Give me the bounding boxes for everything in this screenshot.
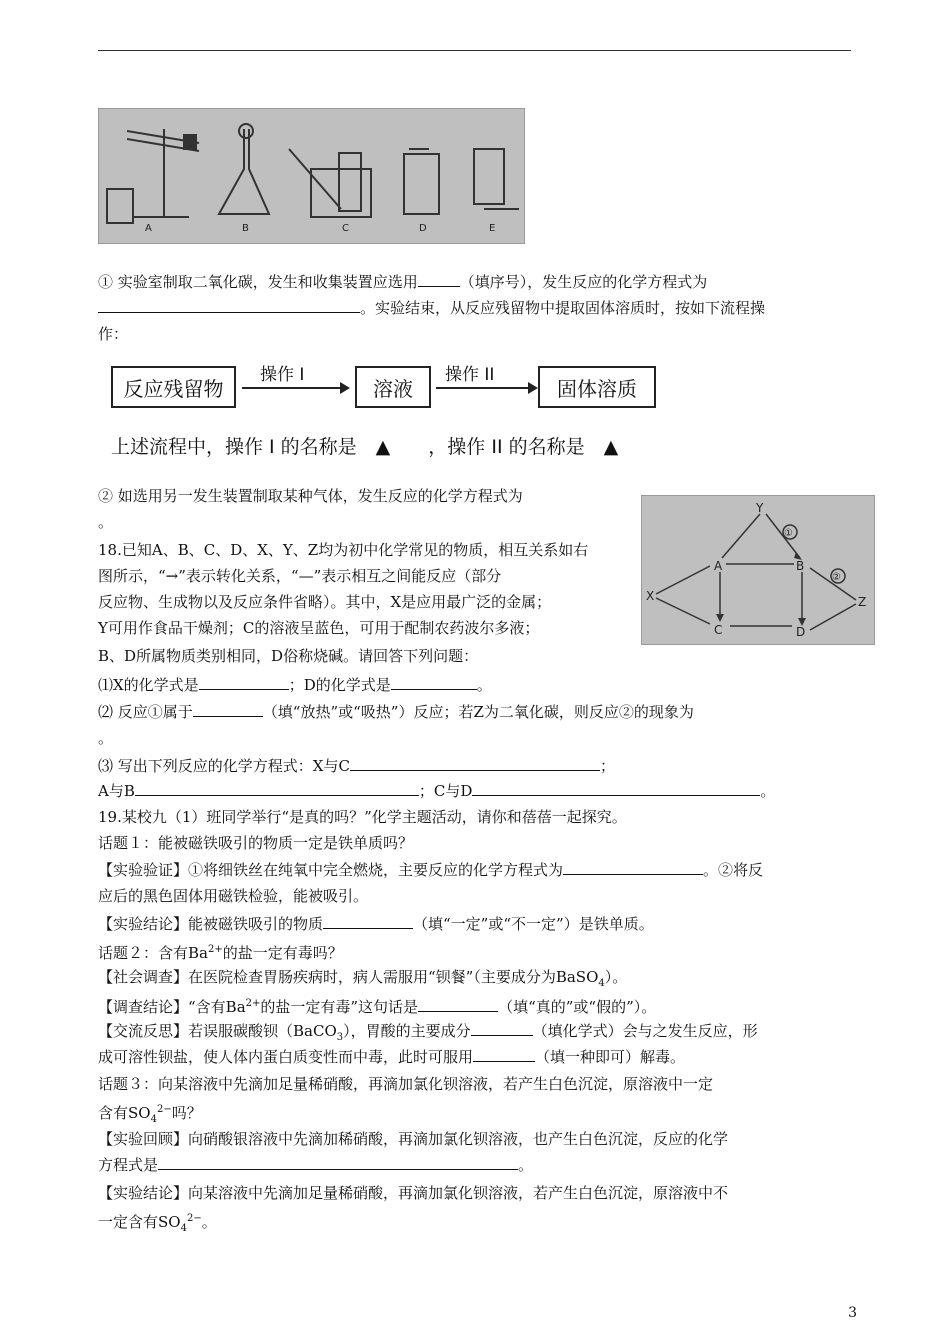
apparatus-figure [98, 108, 525, 244]
q19-reflection [98, 1021, 858, 1048]
q19-reflection-2 [98, 1047, 858, 1067]
flow-box-residue: 反应残留物 [111, 366, 236, 408]
q19-text: 2− [156, 1104, 172, 1115]
q19-text: （填化学式）会与之发生反应，形 [532, 1022, 758, 1040]
q19-text: 2+ [207, 944, 223, 955]
q19-text: 【交流反思】若误服碳酸钡（BaCO [98, 1022, 337, 1040]
q19-text: 【实验验证】①将细铁丝在纯氧中完全燃烧，主要反应的化学方程式为 [98, 861, 564, 879]
q19-verify-2: 应后的黑色固体用磁铁检验，能被吸引。 [98, 887, 369, 905]
apparatus-label-a: A [145, 223, 152, 234]
q19-review-2 [98, 1155, 858, 1175]
q18-line5: B、D所属物质类别相同，D俗称烧碱。请回答下列问题： [98, 647, 479, 665]
q18-text: ⑵ 反应①属于 [98, 703, 193, 721]
q18-text: ； [599, 757, 615, 775]
page-number: 3 [848, 1305, 857, 1321]
q19-topic1: 话题１：能被磁铁吸引的物质一定是铁单质吗？ [98, 834, 414, 852]
node-z: Z [858, 595, 867, 609]
node-c: C [714, 623, 723, 637]
q17-text: ② 如选用另一发生装置制取某种气体，发生反应的化学方程式为 [98, 487, 523, 505]
q19-text: 。②将反 [703, 861, 764, 879]
answer-blank[interactable] [323, 914, 413, 929]
reaction-2-label: ② [832, 572, 841, 583]
q17-text: ① 实验室制取二氧化碳，发生和收集装置应选用 [98, 273, 418, 291]
answer-blank[interactable] [471, 1021, 533, 1036]
q19-text: 【实验结论】能被磁铁吸引的物质 [98, 915, 324, 933]
q18-line2: 图所示，“→”表示转化关系，“—”表示相互之间能反应（部分 [98, 567, 502, 585]
q18-text: 。 [760, 782, 776, 800]
q19-text: ）。 [604, 968, 628, 986]
q19-text: （填“一定”或“不一定”）是铁单质。 [413, 915, 654, 933]
q19-text: 2+ [245, 998, 261, 1009]
q19-text: 话题２：含有Ba [98, 944, 208, 962]
q19-text: 一定含有SO [98, 1213, 181, 1231]
burner-icon [107, 189, 133, 223]
bottle-e-icon [474, 149, 504, 204]
q17-line1 [98, 272, 858, 292]
q18-text: ；C与D [418, 782, 473, 800]
apparatus-label-d: D [419, 223, 427, 234]
node-b: B [796, 559, 805, 573]
q19-text: 的盐一定有毒吗？ [222, 944, 343, 962]
q18-part2-end: 。 [98, 729, 114, 747]
q18-part2 [98, 702, 858, 722]
answer-blank[interactable] [418, 272, 460, 287]
q17-text: 。 [98, 513, 114, 531]
answer-blank[interactable] [350, 756, 600, 771]
q19-text: 成可溶性钡盐，使人体内蛋白质变性而中毒，此时可服用 [98, 1048, 474, 1066]
q18-line1: 18.已知A、B、C、D、X、Y、Z均为初中化学常见的物质，相互关系如右 [98, 541, 589, 559]
q18-part3 [98, 756, 858, 776]
answer-blank[interactable] [158, 1155, 518, 1170]
flow-arrow-icon [434, 378, 538, 398]
q19-text: ），胃酸的主要成分 [343, 1022, 471, 1040]
q19-text: （填“真的”或“假的”）。 [498, 998, 657, 1016]
q19-text: 2− [186, 1213, 202, 1224]
q19-text: 含有SO [98, 1104, 151, 1122]
q19-text: 【社会调查】在医院检查胃肠疾病时，病人需服用“钡餐”（主要成分为BaSO [98, 968, 599, 986]
q19-line1: 19.某校九（1）班同学举行“是真的吗？”化学主题活动，请你和蓓蓓一起探究。 [98, 808, 627, 826]
relation-diagram [641, 495, 875, 645]
answer-blank[interactable] [391, 675, 477, 690]
flow-box-solution: 溶液 [355, 366, 431, 408]
q19-topic3-2 [98, 1100, 858, 1130]
q18-text: ；D的化学式是 [288, 676, 391, 694]
q19-survey-conclusion [98, 994, 858, 1017]
answer-blank[interactable] [472, 781, 760, 796]
q17-text: 。实验结束，从反应残留物中提取固体溶质时，按如下流程操 [360, 299, 766, 317]
flask-icon [219, 129, 269, 214]
answer-blank[interactable] [199, 675, 289, 690]
q18-text: ⑴X的化学式是 [98, 676, 199, 694]
q19-text: 的盐一定有毒”这句话是 [260, 998, 419, 1016]
header-rule [98, 50, 851, 51]
answer-blank[interactable] [563, 860, 703, 875]
apparatus-label-e: E [489, 223, 496, 234]
q19-verify [98, 860, 858, 880]
q19-text: 方程式是 [98, 1156, 159, 1174]
q17-text: （填序号），发生反应的化学方程式为 [459, 273, 708, 291]
q18-line4: Y可用作食品干燥剂；C的溶液呈蓝色，可用于配制农药波尔多液； [98, 619, 540, 637]
apparatus-label-b: B [242, 223, 249, 234]
flow-op1-label: 操作 I [260, 365, 305, 385]
q19-conclusion1 [98, 914, 858, 934]
q19-text: 4 [150, 1114, 157, 1125]
q19-review: 【实验回顾】向硝酸银溶液中先滴加稀硝酸，再滴加氯化钡溶液，也产生白色沉淀，反应的化学 [98, 1130, 729, 1148]
q18-text: ⑶ 写出下列反应的化学方程式：X与C [98, 757, 350, 775]
q19-conclusion3-2 [98, 1209, 858, 1239]
flow-box-solute: 固体溶质 [538, 366, 656, 408]
q19-topic3: 话题３：向某溶液中先滴加足量稀硝酸，再滴加氯化钡溶液，若产生白色沉淀，原溶液中一定 [98, 1075, 714, 1093]
q18-text: A与B [98, 782, 135, 800]
flow-question: 上述流程中，操作 I 的名称是 ▲ ，操作 II 的名称是 ▲ [111, 436, 619, 458]
q17-line3 [98, 324, 858, 344]
q17-text: 作： [98, 325, 129, 343]
q19-topic2 [98, 940, 858, 963]
q19-text: 【调查结论】“含有Ba [98, 998, 246, 1016]
q19-text: 。 [201, 1213, 217, 1231]
q19-text: 4 [180, 1223, 187, 1234]
q18-part3b [98, 781, 858, 801]
reaction-1-label: ① [784, 528, 793, 539]
answer-blank[interactable] [98, 298, 360, 313]
apparatus-drawing [99, 109, 524, 243]
node-y: Y [756, 501, 764, 515]
answer-blank[interactable] [473, 1047, 535, 1062]
node-a: A [714, 559, 723, 573]
answer-blank[interactable] [193, 702, 263, 717]
answer-blank[interactable] [418, 997, 498, 1012]
q18-line3: 反应物、生成物以及反应条件省略）。其中，X是应用最广泛的金属； [98, 593, 552, 611]
q19-text: 3 [336, 1032, 344, 1043]
apparatus-label-c: C [342, 223, 349, 234]
flow-arrow-icon [240, 378, 350, 398]
bottle-d-icon [404, 154, 439, 214]
q18-part1 [98, 675, 858, 695]
q19-survey [98, 967, 858, 994]
q19-text: （填一种即可）解毒。 [535, 1048, 686, 1066]
q19-text: 吗？ [171, 1104, 202, 1122]
answer-blank[interactable] [135, 781, 419, 796]
flow-op2-label: 操作 II [445, 365, 495, 385]
q19-text: 4 [598, 978, 605, 989]
q17-line2 [98, 298, 858, 318]
relation-diagram-drawing [642, 496, 874, 644]
q18-text: （填“放热”或“吸热”）反应；若Z为二氧化碳，则反应②的现象为 [262, 703, 694, 721]
node-d: D [796, 625, 806, 639]
node-x: X [646, 589, 655, 603]
q19-conclusion3: 【实验结论】向某溶液中先滴加足量稀硝酸，再滴加氯化钡溶液，若产生白色沉淀，原溶液中不 [98, 1184, 729, 1202]
q18-text: 。 [476, 676, 492, 694]
q19-text: 。 [518, 1156, 534, 1174]
